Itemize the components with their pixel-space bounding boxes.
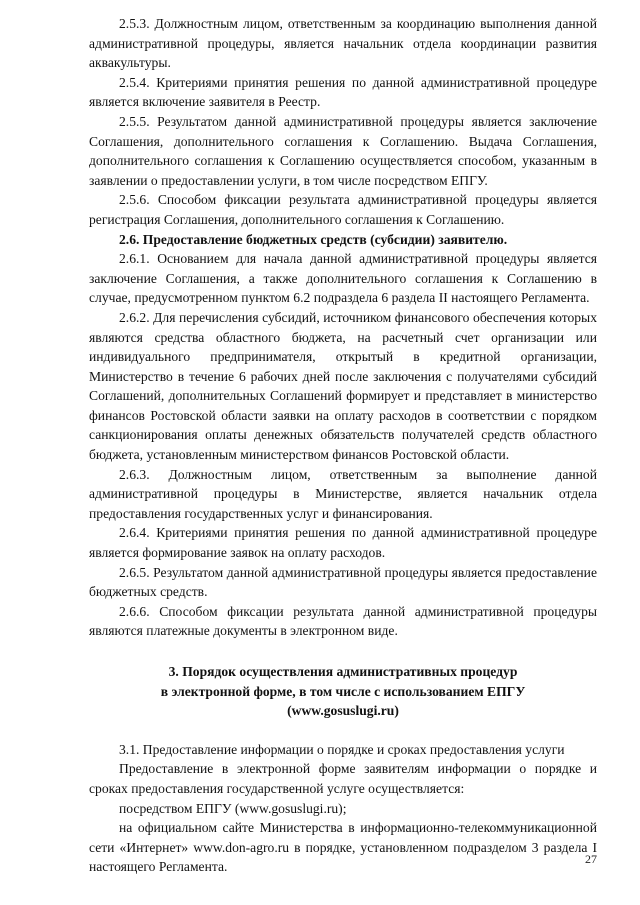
paragraph-3-1-a: Предоставление в электронной форме заявителям информации о порядке и сроках предоставления государственной услуге осуществляется:: [89, 761, 597, 796]
paragraph-3-1-b: посредством ЕПГУ (www.gosuslugi.ru);: [119, 800, 347, 816]
paragraph-2-5-6: 2.5.6. Способом фиксации результата административной процедуры является регистрация Соглашения, дополнительного соглашения к Соглашению.: [89, 192, 597, 227]
paragraph-2-5-3: 2.5.3. Должностным лицом, ответственным за координацию выполнения данной административной процедуры, является начальник отдела координации развития аквакультуры.: [89, 16, 597, 71]
paragraph-2-6-5: 2.6.5. Результатом данной административной процедуры является предоставление бюджетных средств.: [89, 564, 597, 600]
paragraph-2-6-3: 2.6.3. Должностным лицом, ответственным за выполнение данной административной процедуры в Министерстве, является начальник отдела предоставления государственных услуг и финансирования.: [89, 466, 597, 521]
section-3-heading: [89, 662, 597, 721]
paragraph-2-6-6: 2.6.6. Способом фиксации результата данной административной процедуры являются платежные документы в электронном виде.: [89, 603, 597, 639]
section-3-heading-line-1: 3. Порядок осуществления административных процедур: [168, 664, 518, 679]
paragraph-2-6-1: 2.6.1. Основанием для начала данной административной процедуры является заключение Соглашения, а также дополнительного соглашения к Соглашению в случае, предусмотренном пунктом 6.2 подраздела 6 раздела II настоящего Регламента.: [89, 251, 597, 306]
heading-2-6: 2.6. Предоставление бюджетных средств (субсидии) заявителю.: [119, 231, 508, 247]
paragraph-2-6-4: 2.6.4. Критериями принятия решения по данной административной процедуре является формирование заявок на оплату расходов.: [89, 525, 597, 561]
paragraph-3-1-c: на официальном сайте Министерства в информационно-телекоммуникационной сети «Интернет» www.don-agro.ru в порядке, установленном подразделом 3 раздела I настоящего Регламента.: [89, 820, 597, 875]
paragraph-2-5-4: 2.5.4. Критериями принятия решения по данной административной процедуре является включение заявителя в Реестр.: [89, 74, 597, 110]
document-page: [89, 14, 597, 877]
page-number: 27: [585, 852, 597, 866]
section-3-heading-line-2: в электронной форме, в том числе с использованием ЕПГУ: [160, 683, 526, 699]
paragraph-3-1: 3.1. Предоставление информации о порядке и сроках предоставления услуги: [119, 741, 565, 757]
paragraph-2-5-5: 2.5.5. Результатом данной административной процедуры является заключение Соглашения, дополнительного соглашения к Соглашению. Выдача Соглашения, дополнительного соглашения к Соглашению осуществляется способом, указанным в заявлении о предоставлении услуги, в том числе посредством ЕПГУ.: [89, 113, 597, 188]
paragraph-2-6-2: 2.6.2. Для перечисления субсидий, источником финансового обеспечения которых являются средства областного бюджета, на расчетный счет организации или индивидуального предпринимателя, открытый в кредитной организации, Министерство в течение 6 рабочих дней после заключения с получателями субсидий Соглашений, дополнительных Соглашений формирует и представляет в министерство финансов Ростовской области заявки на оплату расходов в соответствии с порядком санкционирования оплаты денежных обязательств получателей средств областного бюджета, установленным министерством финансов Ростовской области.: [89, 309, 597, 463]
section-3-heading-line-3: (www.gosuslugi.ru): [287, 703, 399, 719]
